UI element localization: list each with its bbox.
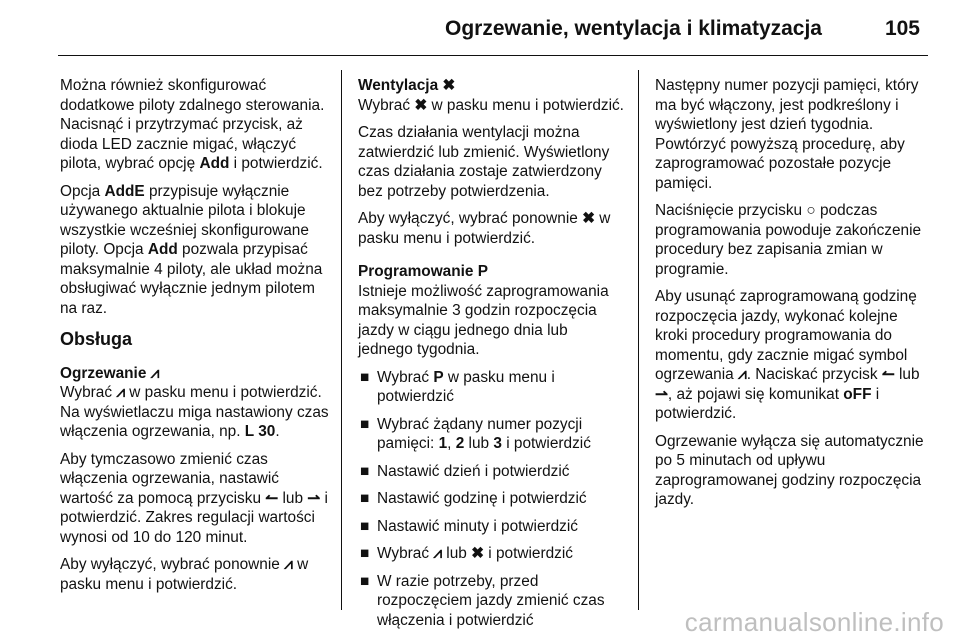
paragraph: Aby tymczasowo zmienić czas włączenia ogrzewania, nastawić wartość za pomocą przycisku ↼ lub ⇀ i potwierdzić. Zakres regulacji wartości wynosi od 10 do 120 minut.	[60, 450, 328, 546]
watermark: carmanualsonline.info	[684, 607, 944, 637]
bullet-icon: ■	[360, 545, 370, 562]
steps-list	[358, 368, 626, 631]
right-arrow-icon: ⇀	[307, 489, 321, 507]
paragraph: Opcja AddE przypisuje wyłącznie używanego aktualnie pilota i blokuje wszystkie wcześniej skonfigurowane piloty. Opcja Add pozwala przypisać maksymalnie 4 piloty, ale układ można obsługiwać wyłącznie jednym pilotem na raz.	[60, 182, 323, 317]
bullet-icon: ■	[360, 368, 370, 386]
paragraph: Aby wyłączyć, wybrać ponownie ✖ w pasku menu i potwierdzić.	[358, 210, 611, 247]
paragraph: Wybrać ✖ w pasku menu i potwierdzić.	[358, 96, 624, 114]
vent-icon: ✖	[471, 545, 484, 562]
vent-icon: ✖	[414, 96, 428, 114]
vent-icon: ✖	[442, 77, 456, 94]
bullet-icon: ■	[360, 490, 370, 507]
paragraph: Ogrzewanie wyłącza się automatycznie po 5 minutach od upływu zaprogramowanej godziny rozpoczęcia jazdy.	[655, 432, 924, 508]
header-rule	[58, 55, 928, 56]
stop-button-icon: ○	[806, 202, 816, 219]
subheading: Wentylacja ✖	[358, 77, 456, 94]
heating-icon: ⩘	[150, 364, 160, 382]
list-item: ■ Nastawić minuty i potwierdzić	[360, 517, 578, 535]
column-divider	[341, 70, 342, 610]
heating-icon: ⩘	[284, 556, 293, 573]
list-item: ■ Nastawić godzinę i potwierdzić	[360, 490, 587, 507]
bullet-icon: ■	[360, 517, 370, 535]
bullet-icon: ■	[360, 415, 370, 433]
paragraph: Wybrać ⩘ w pasku menu i potwierdzić. Na wyświetlaczu miga nastawiony czas włączenia ogrzewania, np. L 30.	[60, 384, 329, 440]
page-title: Ogrzewanie, wentylacja i klimatyzacja	[444, 17, 822, 40]
heating-icon: ⩘	[116, 384, 125, 401]
paragraph: Następny numer pozycji pamięci, który ma być włączony, jest podkreślony i wyświetlony jest dzień tygodnia. Powtórzyć powyższą procedurę, aby zaprogramować pozostałe pozycje pamięci.	[655, 77, 919, 192]
section-heading: Obsługa	[60, 329, 133, 349]
paragraph: Czas działania wentylacji można zatwierdzić lub zmienić. Wyświetlony czas działania zostaje zatwierdzony bez potrzeby potwierdzenia.	[358, 124, 610, 200]
list-item: ■ Wybrać ⩘ lub ✖ i potwierdzić	[360, 545, 573, 562]
heating-icon: ⩘	[738, 366, 747, 383]
vent-icon: ✖	[582, 210, 596, 227]
column-divider	[638, 70, 639, 610]
subheading: Ogrzewanie ⩘	[60, 364, 160, 382]
list-item: ■ Wybrać żądany numer pozycji pamięci: 1, 2 lub 3 i potwierdzić	[360, 415, 591, 452]
bullet-icon: ■	[360, 462, 370, 480]
paragraph: Istnieje możliwość zaprogramowania maksymalnie 3 godzin rozpoczęcia jazdy w ciągu jednego dnia lub jednego tygodnia.	[358, 282, 609, 358]
page-header	[0, 0, 960, 58]
left-arrow-icon: ↼	[881, 366, 895, 383]
page-number: 105	[884, 17, 920, 40]
left-arrow-icon: ↼	[265, 489, 279, 507]
paragraph: Naciśnięcie przycisku ○ podczas programowania powoduje zakończenie procedury bez zapisania zmian w programie.	[655, 202, 922, 278]
bullet-icon: ■	[360, 572, 370, 590]
paragraph: Aby wyłączyć, wybrać ponownie ⩘ w pasku menu i potwierdzić.	[60, 556, 309, 593]
heating-icon: ⩘	[433, 545, 442, 562]
column-2	[358, 76, 626, 638]
list-item: ■ Wybrać P w pasku menu i potwierdzić	[360, 368, 555, 405]
right-arrow-icon: ⇀	[655, 385, 668, 403]
list-item: ■ Nastawić dzień i potwierdzić	[360, 462, 570, 480]
column-1	[60, 76, 330, 602]
paragraph: Można również skonfigurować dodatkowe piloty zdalnego sterowania. Nacisnąć i przytrzymać przycisk, aż dioda LED zacznie migać, włączyć pilota, wybrać opcję Add i potwierdzić.	[60, 77, 325, 172]
subheading: Programowanie P	[358, 263, 489, 280]
column-3	[655, 76, 930, 518]
list-item: ■ W razie potrzeby, przed rozpoczęciem jazdy zmienić czas włączenia i potwierdzić	[360, 572, 605, 629]
paragraph: Aby usunąć zaprogramowaną godzinę rozpoczęcia jazdy, wykonać kolejne kroki procedury programowania do momentu, gdy zacznie migać symbol ogrzewania ⩘. Naciskać przycisk ↼ lub ⇀, aż pojawi się komunikat oFF i potwierdzić.	[655, 288, 920, 422]
